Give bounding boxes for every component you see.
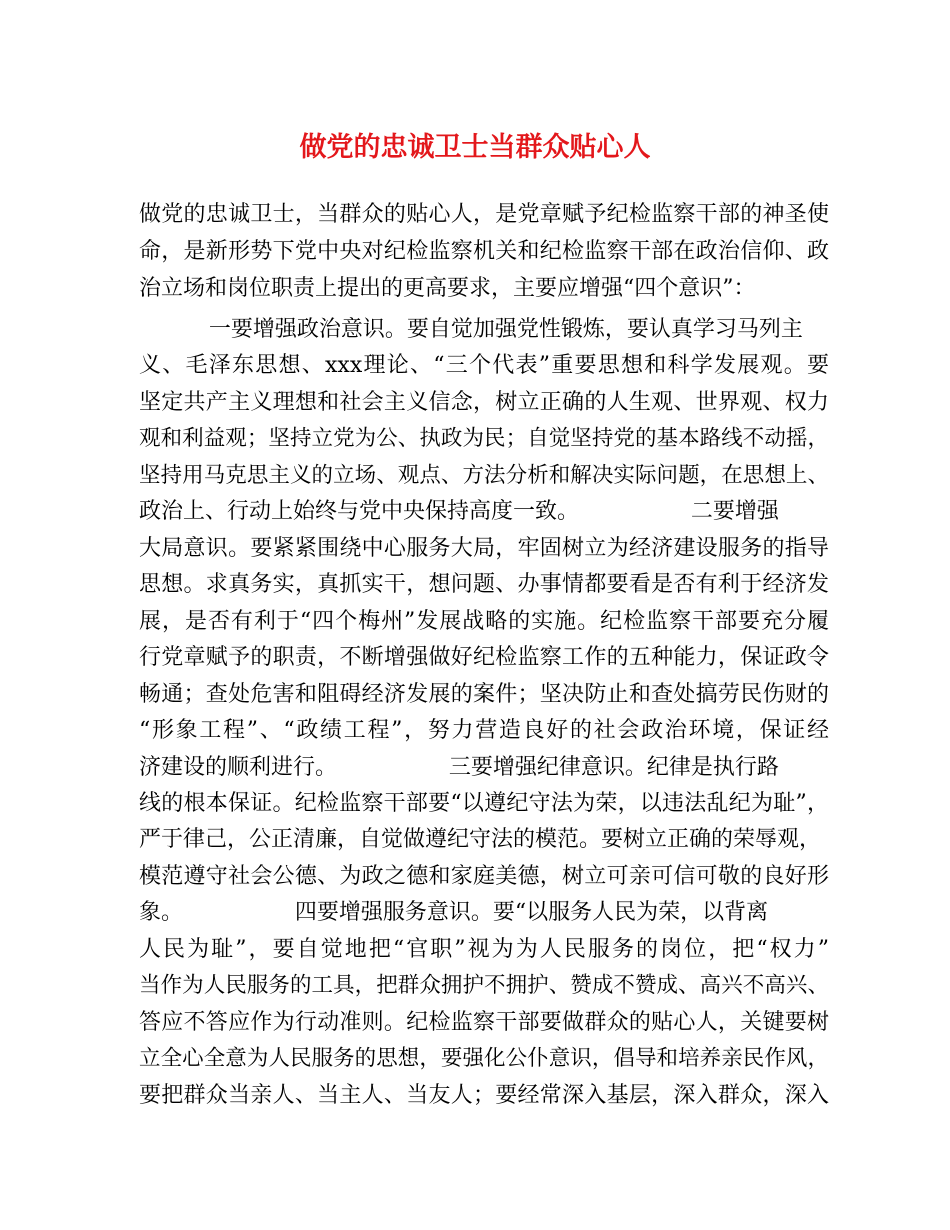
body-line: 命，是新形势下党中央对纪检监察机关和纪检监察干部在政治信仰、政 — [139, 239, 829, 264]
body-line: 答应不答应作为行动准则。纪检监察干部要做群众的贴心人，关键要树 — [139, 1010, 829, 1035]
body-line: 象。 四要增强服务意识。要“以服务人民为荣，以背离 — [139, 900, 769, 925]
body-line: 治立场和岗位职责上提出的更高要求，主要应增强“四个意识”： — [139, 276, 756, 301]
body-line: 大局意识。要紧紧围绕中心服务大局，牢固树立为经济建设服务的指导 — [139, 536, 829, 561]
body-line: 思想。求真务实，真抓实干，想问题、办事情都要看是否有利于经济发 — [139, 572, 829, 597]
body-line: 政治上、行动上始终与党中央保持高度一致。 二要增强 — [139, 499, 779, 524]
body-line: 观和利益观；坚持立党为公、执政为民；自觉坚持党的基本路线不动摇， — [139, 426, 829, 451]
body-line: 义、毛泽东思想、xxx理论、“三个代表”重要思想和科学发展观。要 — [139, 353, 829, 378]
body-line: 严于律己，公正清廉，自觉做遵纪守法的模范。要树立正确的荣辱观， — [139, 827, 822, 852]
body-line: 做党的忠诚卫士，当群众的贴心人，是党章赋予纪检监察干部的神圣使 — [139, 202, 829, 227]
body-line: 济建设的顺利进行。 三要增强纪律意识。纪律是执行路 — [139, 755, 779, 780]
body-line: 立全心全意为人民服务的思想，要强化公仆意识，倡导和培养亲民作风， — [139, 1046, 829, 1071]
body-line: 一要增强政治意识。要自觉加强党性锻炼，要认真学习马列主 — [139, 317, 803, 342]
body-line: 行党章赋予的职责，不断增强做好纪检监察工作的五种能力，保证政令 — [139, 645, 829, 670]
body-line: 线的根本保证。纪检监察干部要“以遵纪守法为荣，以违法乱纪为耻”， — [139, 791, 829, 816]
body-line: 模范遵守社会公德、为政之德和家庭美德，树立可亲可信可敬的良好形 — [139, 864, 829, 889]
body-line: 展，是否有利于“四个梅州”发展战略的实施。纪检监察干部要充分履 — [139, 609, 829, 634]
body-line: 坚定共产主义理想和社会主义信念，树立正确的人生观、世界观、权力 — [139, 390, 829, 415]
document-title: 做党的忠诚卫士当群众贴心人 — [299, 132, 651, 163]
body-line: “形象工程”、“政绩工程”，努力营造良好的社会政治环境，保证经 — [139, 718, 829, 743]
body-line: 坚持用马克思主义的立场、观点、方法分析和解决实际问题，在思想上、 — [139, 463, 829, 488]
body-line: 人民为耻”，要自觉地把“官职”视为为人民服务的岗位，把“权力” — [139, 937, 829, 962]
body-line: 要把群众当亲人、当主人、当友人；要经常深入基层，深入群众，深入 — [139, 1083, 829, 1108]
body-line: 当作为人民服务的工具，把群众拥护不拥护、赞成不赞成、高兴不高兴、 — [139, 973, 829, 998]
body-line: 畅通；查处危害和阻碍经济发展的案件；坚决防止和查处搞劳民伤财的 — [139, 682, 829, 707]
